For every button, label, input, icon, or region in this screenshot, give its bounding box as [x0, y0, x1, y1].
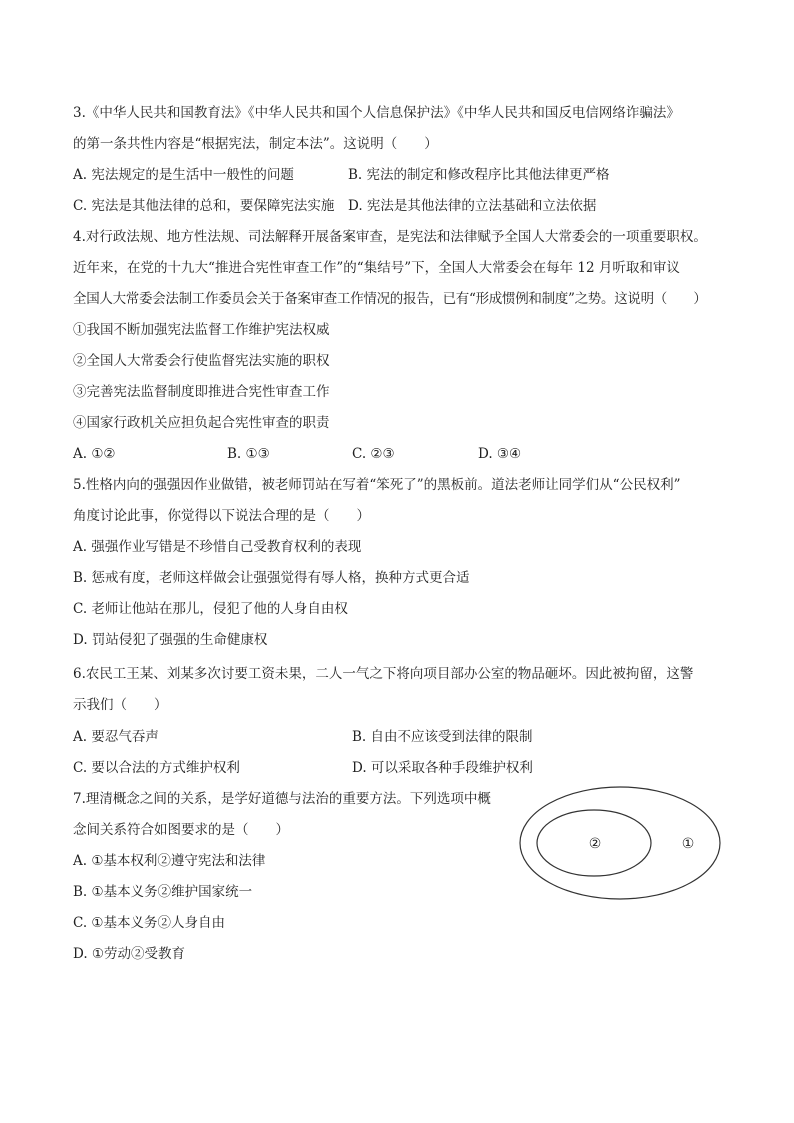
q7-stem-line1: 7.理清概念之间的关系，是学好道德与法治的重要方法。下列选项中概: [73, 791, 491, 807]
inner-ellipse-label: ②: [588, 836, 602, 852]
q4-stem-line2: 近年来，在党的十九大“推进合宪性审查工作”的“集结号”下，全国人大常委会在每年 12 月听取和审议: [73, 260, 680, 276]
q4-statement-4: ④国家行政机关应担负起合宪性审查的职责: [73, 415, 330, 431]
q6-stem-line2: 示我们（ ）: [73, 697, 168, 713]
q3-option-d[interactable]: D. 宪法是其他法律的立法基础和立法依据: [348, 198, 597, 214]
q6-option-a[interactable]: A. 要忍气吞声: [73, 729, 159, 745]
q3-option-b[interactable]: B. 宪法的制定和修改程序比其他法律更严格: [348, 167, 610, 183]
q4-stem-line1: 4.对行政法规、地方性法规、司法解释开展备案审查，是宪法和法律赋予全国人大常委会的一项重要职权。: [73, 229, 707, 245]
q4-option-c[interactable]: C. ②③: [352, 446, 395, 462]
q4-statement-3: ③完善宪法监督制度即推进合宪性审查工作: [73, 384, 330, 400]
q4-option-a[interactable]: A. ①②: [73, 446, 116, 462]
q3-option-c[interactable]: C. 宪法是其他法律的总和，要保障宪法实施: [73, 198, 335, 214]
q5-option-c[interactable]: C. 老师让他站在那儿，侵犯了他的人身自由权: [73, 601, 348, 617]
q4-statement-1: ①我国不断加强宪法监督工作维护宪法权威: [73, 322, 330, 338]
q5-option-b[interactable]: B. 惩戒有度，老师这样做会让强强觉得有辱人格，换种方式更合适: [73, 570, 470, 586]
q4-stem-line3: 全国人大常委会法制工作委员会关于备案审查工作情况的报告，已有“形成惯例和制度”之势。这说明（ ）: [73, 291, 707, 307]
q5-option-a[interactable]: A. 强强作业写错是不珍惜自己受教育权利的表现: [73, 539, 362, 555]
q7-nested-ellipse-diagram: [518, 785, 722, 901]
q7-option-b[interactable]: B. ①基本义务②维护国家统一: [73, 884, 253, 900]
q6-stem-line1: 6.农民工王某、刘某多次讨要工资未果，二人一气之下将向项目部办公室的物品砸坏。因此被拘留，这警: [73, 666, 694, 682]
q7-option-a[interactable]: A. ①基本权利②遵守宪法和法律: [73, 853, 266, 869]
q3-stem-line2: 的第一条共性内容是“根据宪法，制定本法”。这说明（ ）: [73, 136, 438, 152]
q6-option-d[interactable]: D. 可以采取各种手段维护权利: [352, 760, 533, 776]
q5-option-d[interactable]: D. 罚站侵犯了强强的生命健康权: [73, 632, 268, 648]
q7-option-c[interactable]: C. ①基本义务②人身自由: [73, 915, 226, 931]
q6-option-c[interactable]: C. 要以合法的方式维护权利: [73, 760, 240, 776]
outer-ellipse-label: ①: [681, 836, 695, 852]
q5-stem-line2: 角度讨论此事，你觉得以下说法合理的是（ ）: [73, 508, 370, 524]
q7-option-d[interactable]: D. ①劳动②受教育: [73, 946, 186, 962]
q4-statement-2: ②全国人大常委会行使监督宪法实施的职权: [73, 353, 330, 369]
q4-option-b[interactable]: B. ①③: [227, 446, 270, 462]
q4-option-d[interactable]: D. ③④: [478, 446, 522, 462]
q6-option-b[interactable]: B. 自由不应该受到法律的限制: [352, 729, 533, 745]
q3-stem-line1: 3.《中华人民共和国教育法》《中华人民共和国个人信息保护法》《中华人民共和国反电信网络诈骗法》: [73, 105, 680, 121]
q3-option-a[interactable]: A. 宪法规定的是生活中一般性的问题: [73, 167, 294, 183]
q7-stem-line2: 念间关系符合如图要求的是（ ）: [73, 822, 289, 838]
q5-stem-line1: 5.性格内向的强强因作业做错，被老师罚站在写着“笨死了”的黑板前。道法老师让同学们从“公民权利”: [73, 477, 681, 493]
